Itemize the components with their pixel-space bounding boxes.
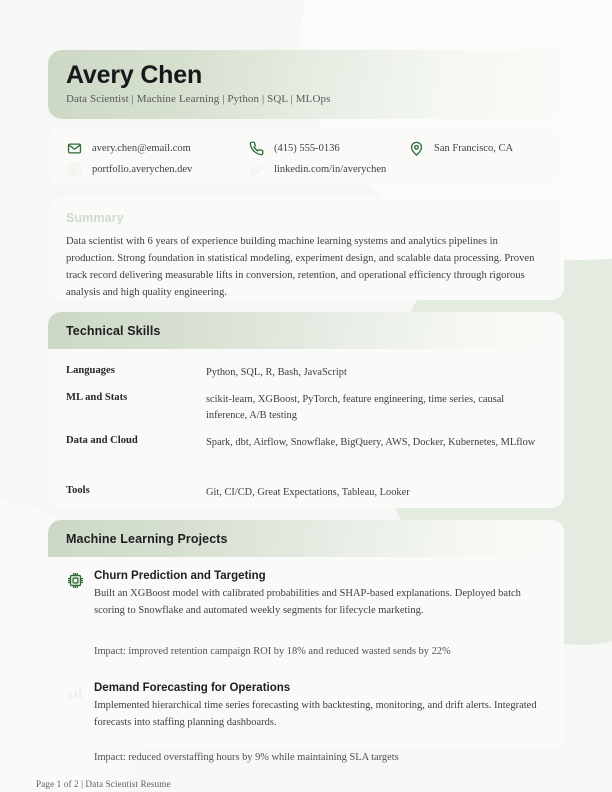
globe-icon [66, 161, 83, 178]
project-impact: Impact: improved retention campaign ROI by 18% and reduced wasted sends by 22% [94, 646, 451, 657]
projects-section-band [48, 520, 564, 557]
contact-card [48, 128, 564, 184]
summary-section [48, 198, 564, 300]
project-item-churn-prediction [66, 570, 546, 660]
contact-phone-text: (415) 555-0136 [274, 142, 340, 154]
contact-item-website[interactable] [48, 158, 248, 180]
contact-row-secondary [48, 158, 564, 180]
project-description: Built an XGBoost model with calibrated probabilities and SHAP-based explanations. Deployed batch scoring to Snowflake and automated weekly segments for lifecycle marketing. [94, 588, 521, 616]
summary-heading: Summary [66, 211, 124, 225]
skill-label: Languages [66, 365, 115, 376]
project-impact: Impact: reduced overstaffing hours by 9% while maintaining SLA targets [94, 751, 399, 763]
contact-email-text: avery.chen@email.com [92, 142, 191, 154]
skill-value: Git, CI/CD, Great Expectations, Tableau, Looker [206, 486, 410, 498]
contact-location-text: San Francisco, CA [434, 142, 514, 154]
skill-row-data-and-cloud [66, 435, 546, 452]
bar-chart-icon [66, 683, 85, 702]
contact-item-location [408, 137, 564, 159]
contact-linkedin-text: linkedin.com/in/averychen [274, 163, 387, 175]
contact-item-phone[interactable] [248, 137, 408, 159]
page-footer: Page 1 of 2 | Data Scientist Resume [36, 779, 171, 789]
projects-heading: Machine Learning Projects [66, 531, 228, 546]
cpu-chip-icon [66, 571, 85, 590]
project-header [66, 682, 546, 731]
summary-text: Data scientist with 6 years of experience building machine learning systems and analytics pipelines in production. Strong foundation in statistical modeling, experiment design, and scalable data processing. Proven track record delivering measurable lifts in conversion, retention, and operational efficiency through rigorous analysis and high quality engineering. [66, 236, 535, 299]
skills-section-band [48, 312, 564, 349]
skill-label: Data and Cloud [66, 434, 138, 446]
phone-icon [248, 140, 265, 157]
skill-label: ML and Stats [66, 391, 128, 403]
skill-row-languages [66, 365, 546, 382]
name-header-banner [48, 50, 564, 119]
link-icon [248, 161, 265, 178]
contact-row-primary [48, 137, 564, 159]
contact-item-linkedin[interactable] [248, 158, 408, 180]
skills-table [48, 349, 564, 501]
project-title: Demand Forecasting for Operations [94, 681, 291, 694]
skill-value: scikit-learn, XGBoost, PyTorch, feature engineering, time series, causal inference, A/B testing [206, 393, 505, 422]
technical-skills-section [48, 312, 564, 508]
skills-heading: Technical Skills [66, 323, 161, 338]
contact-item-email[interactable] [48, 137, 248, 159]
project-item-demand-forecasting [66, 682, 546, 766]
contact-item-empty [408, 158, 564, 180]
projects-list [48, 557, 564, 765]
email-icon [66, 140, 83, 157]
projects-section [48, 520, 564, 763]
project-description: Implemented hierarchical time series forecasting with backtesting, monitoring, and drift alerts. Integrated forecasts into staffing planning dashboards. [94, 699, 537, 728]
location-pin-icon [408, 140, 425, 157]
skill-label: Tools [66, 484, 90, 496]
candidate-headline: Data Scientist | Machine Learning | Python | SQL | MLOps [66, 93, 331, 105]
skill-row-ml-and-stats [66, 392, 546, 425]
project-title: Churn Prediction and Targeting [94, 570, 266, 582]
candidate-name: Avery Chen [66, 61, 203, 89]
project-header [66, 570, 546, 619]
skill-value: Spark, dbt, Airflow, Snowflake, BigQuery, AWS, Docker, Kubernetes, MLflow [206, 436, 536, 448]
contact-website-text: portfolio.averychen.dev [92, 163, 193, 175]
skill-value: Python, SQL, R, Bash, JavaScript [206, 367, 347, 378]
skill-row-tools [66, 485, 546, 502]
